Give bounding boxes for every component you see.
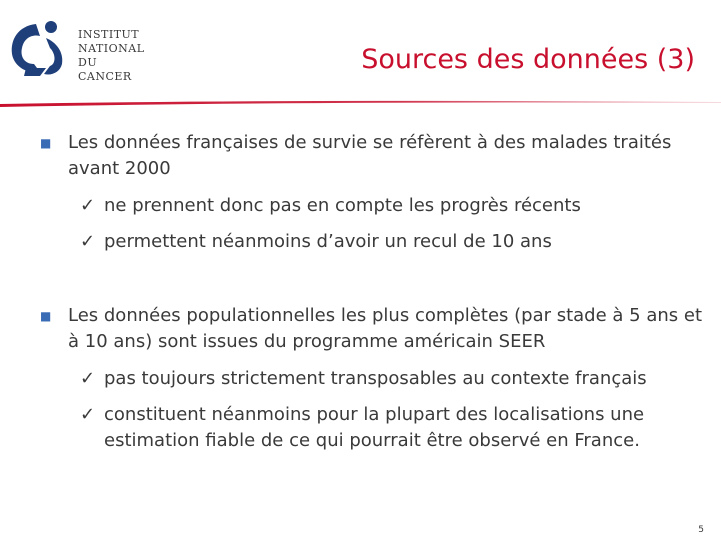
logo-line-3: DU CANCER (78, 56, 132, 83)
logo-line-1: INSTITUT (78, 28, 140, 41)
bullet-2 (40, 303, 708, 355)
title-divider (0, 98, 721, 108)
check-icon: ✓ (80, 195, 96, 216)
sub-bullet-2-2-text: constituent néanmoins pour la plupart des localisations une estimation fiable de ce qui pourrait être observé en France. (104, 404, 645, 451)
square-bullet-icon: ■ (40, 136, 52, 150)
sub-bullet-1-2-text: permettent néanmoins d’avoir un recul de 10 ans (104, 231, 552, 252)
bullet-1 (40, 130, 708, 182)
logo-line-2: NATIONAL (78, 42, 145, 55)
sub-bullet-1-1 (80, 193, 704, 219)
check-icon: ✓ (80, 404, 96, 425)
sub-bullet-2-2 (80, 402, 704, 454)
logo-text (78, 28, 146, 84)
check-icon: ✓ (80, 231, 96, 252)
bullet-1-text: Les données françaises de survie se réfèrent à des malades traités avant 2000 (68, 132, 672, 179)
sub-bullet-2-1-text: pas toujours strictement transposables au contexte français (104, 368, 647, 389)
check-icon: ✓ (80, 368, 96, 389)
institute-logo (6, 14, 146, 83)
sub-bullet-2-1 (80, 366, 704, 392)
square-bullet-icon: ■ (40, 309, 52, 323)
sub-bullet-1-2 (80, 229, 704, 255)
page-number: 5 (698, 525, 704, 535)
bullet-2-text: Les données populationnelles les plus complètes (par stade à 5 ans et à 10 ans) sont issues du programme américain SEER (68, 305, 702, 352)
logo-emblem-icon (6, 18, 72, 78)
slide-title: Sources des données (3) (361, 44, 695, 75)
sub-bullet-1-1-text: ne prennent donc pas en compte les progrès récents (104, 195, 581, 216)
